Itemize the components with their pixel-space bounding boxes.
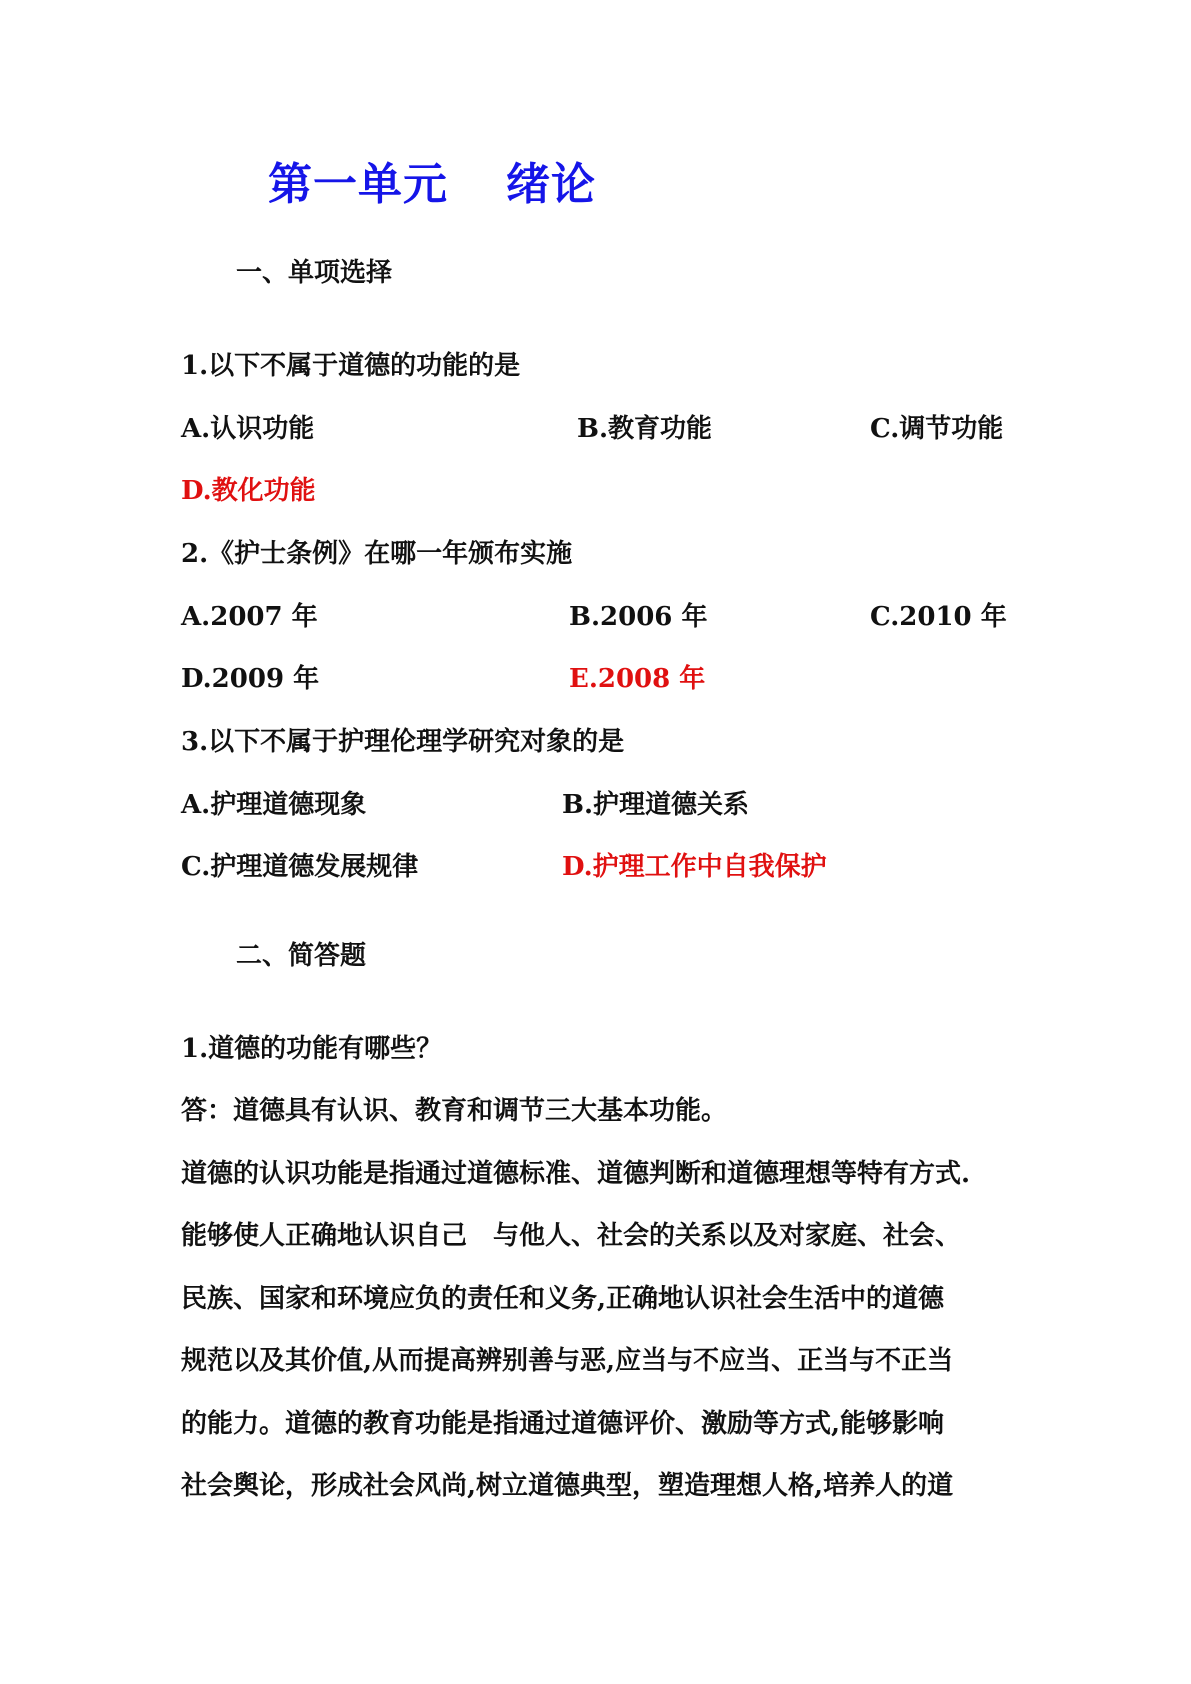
option-b: B.2006 年 [569,602,708,632]
title-topic: 绪论 [506,159,596,210]
answer-line: 规范以及其价值,从而提高辨别善与恶,应当与不应当、正当与不正当 [181,1346,954,1376]
option-a: A.护理道德现象 [181,790,367,820]
option-d-correct: D.教化功能 [181,476,316,506]
option-e-correct: E.2008 年 [569,664,706,694]
option-c: C.护理道德发展规律 [181,852,419,882]
question-stem: 1.以下不属于道德的功能的是 [181,351,521,381]
option-a: A.认识功能 [181,414,315,444]
answer-line: 的能力。道德的教育功能是指通过道德评价、激励等方式,能够影响 [181,1409,945,1439]
option-a: A.2007 年 [181,602,318,632]
option-b: B.教育功能 [577,414,713,444]
section-heading-short-answer: 二、简答题 [236,941,367,971]
answer-line: 民族、国家和环境应负的责任和义务,正确地认识社会生活中的道德 [181,1284,945,1314]
short-answer-question: 1.道德的功能有哪些？ [181,1034,443,1064]
answer-line: 答：道德具有认识、教育和调节三大基本功能。 [181,1096,728,1126]
option-b: B.护理道德关系 [562,790,750,820]
question-stem: 2.《护士条例》在哪一年颁布实施 [181,539,573,569]
option-c: C.调节功能 [870,414,1004,444]
section-heading-single-choice: 一、单项选择 [236,258,393,288]
answer-line: 社会舆论，形成社会风尚,树立道德典型，塑造理想人格,培养人的道 [181,1471,954,1501]
option-d-correct: D.护理工作中自我保护 [562,852,827,882]
answer-line: 道德的认识功能是指通过道德标准、道德判断和道德理想等特有方式. [181,1159,971,1189]
question-stem: 3.以下不属于护理伦理学研究对象的是 [181,727,625,757]
title-unit: 第一单元 [268,159,448,210]
option-c: C.2010 年 [870,602,1007,632]
answer-line: 能够使人正确地认识自己 与他人、社会的关系以及对家庭、社会、 [181,1221,962,1251]
page-title [268,148,596,212]
option-d: D.2009 年 [181,664,320,694]
